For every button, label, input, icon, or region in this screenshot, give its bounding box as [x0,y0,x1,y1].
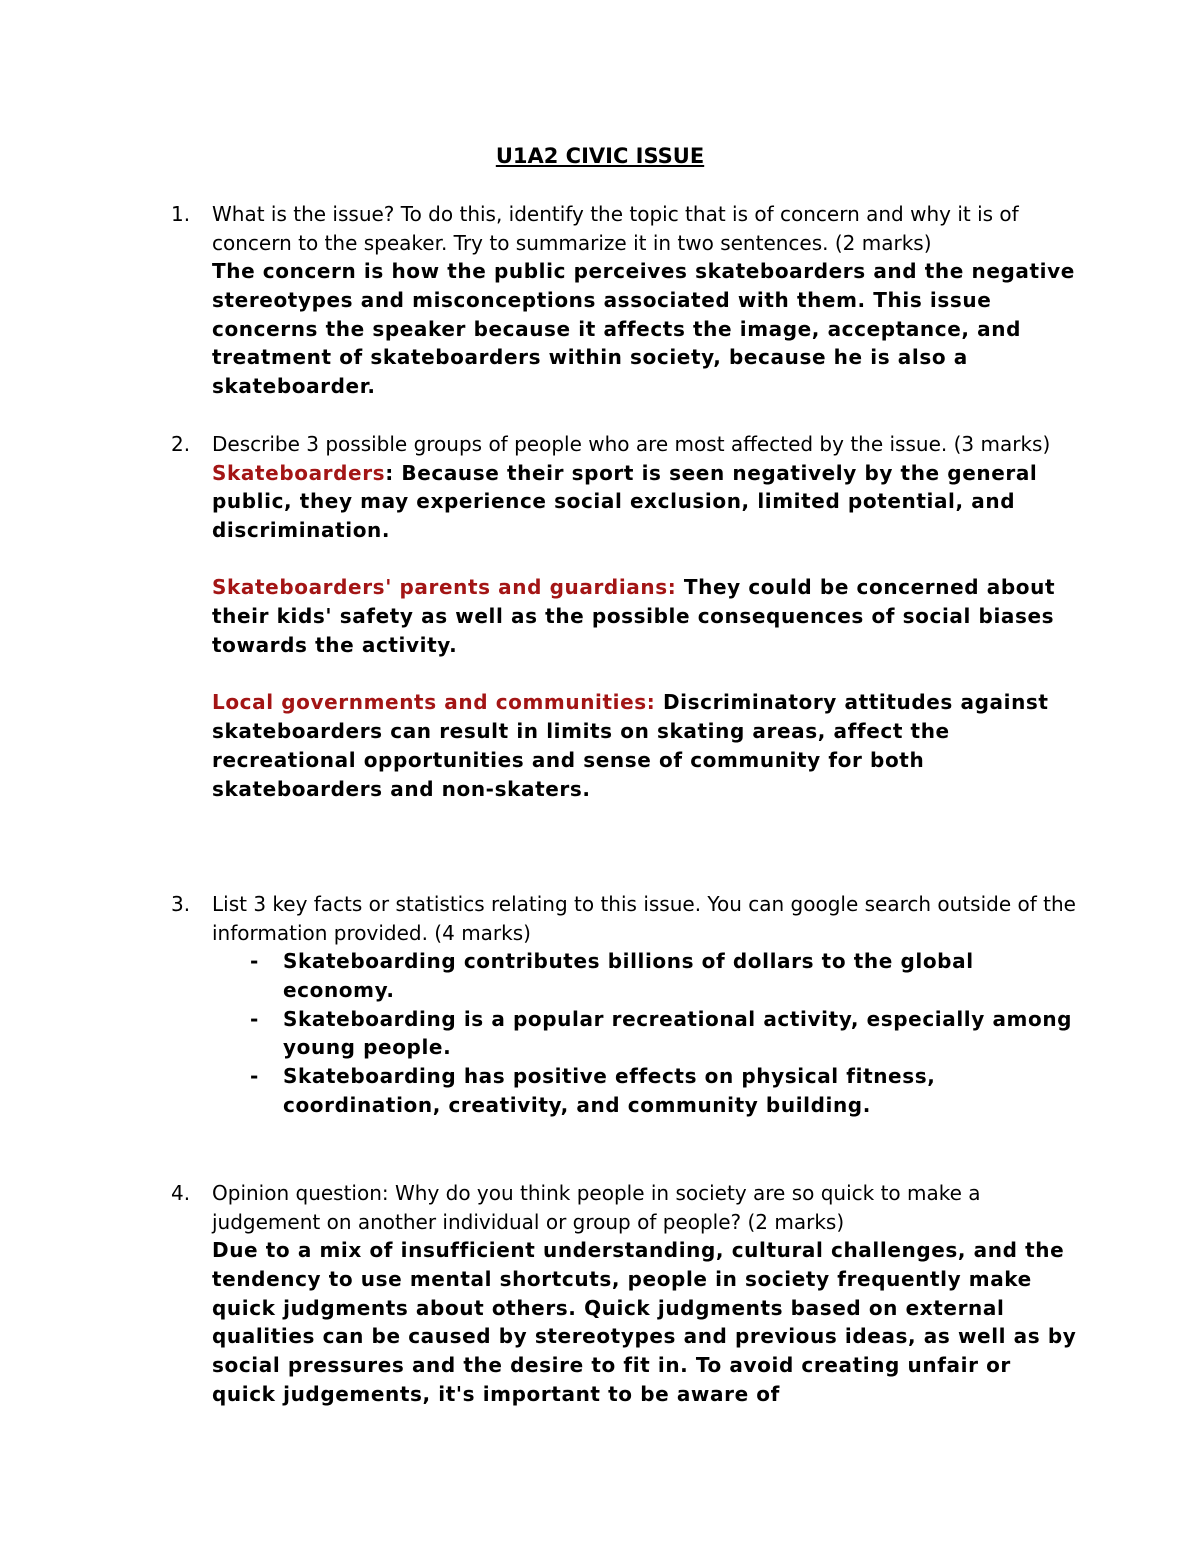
affected-group-skateboarders [212,459,1082,545]
list-item [212,1062,1082,1120]
question-prompt: What is the issue? To do this, identify the topic that is of concern and why it is of concern to the speaker. Try to summarize it in two sentences. (2 marks) [212,202,1019,255]
group-description: They could be concerned about their kids' safety as well as the possible consequences of social biases towards the activity. [212,575,1056,658]
dash-bullet: - [250,1064,259,1089]
question-prompt: List 3 key facts or statistics relating to this issue. You can google search outside of the information provided. (4 marks) [212,892,1076,945]
fact-text: Skateboarding is a popular recreational activity, especially among young people. [283,1006,1073,1060]
question-body [212,200,1082,401]
question-number: 3. [171,892,191,916]
group-label: Skateboarders [212,460,386,485]
group-colon: : [385,460,394,485]
question-number: 1. [171,202,191,226]
document-title: U1A2 CIVIC ISSUE [495,144,705,168]
question-answer: Due to a mix of insufficient understanding, cultural challenges, and the tendency to use mental shortcuts, people in society frequently make quick judgments about others. Quick judgments based on external qualities can be caused by stereotypes and previous ideas, as well as by social pressures and the desire to fit in. To avoid creating unfair or quick judgements, it's important to be aware of [212,1238,1077,1406]
question-body [212,1179,1082,1409]
group-description: Discriminatory attitudes against skateboarders can result in limits on skating areas, affect the recreational opportunities and sense of community for both skateboarders and non-skaters. [212,690,1049,801]
question-prompt: Opinion question: Why do you think people in society are so quick to make a judgement on another individual or group of people? (2 marks) [212,1181,981,1234]
question-number: 4. [171,1181,191,1205]
dash-bullet: - [250,1006,259,1031]
list-item [212,947,1082,1005]
group-label: Skateboarders' parents and guardians: [212,575,677,600]
question-number: 2. [171,432,191,456]
fact-text: Skateboarding has positive effects on physical fitness, coordination, creativity, and community building. [283,1064,936,1117]
group-label: Local governments and communities: [212,690,656,715]
group-description: Because their sport is seen negatively by the general public, they may experience social exclusion, limited potential, and discrimination. [212,460,1038,543]
dash-bullet: - [250,949,259,973]
question-body [212,890,1082,1120]
fact-text: Skateboarding contributes billions of dollars to the global economy. [283,949,974,1002]
list-item [212,1005,1082,1063]
facts-list [212,947,1082,1120]
paragraph-gap [212,545,1082,574]
affected-group-governments [212,688,1082,803]
question-body [212,430,1082,804]
affected-group-parents [212,573,1082,659]
question-answer: The concern is how the public perceives skateboarders and the negative stereotypes and misconceptions associated with them. This issue concerns the speaker because it affects the image, acceptance, and treatment of skateboarders within society, because he is also a skateboarder. [212,259,1075,399]
question-prompt: Describe 3 possible groups of people who are most affected by the issue. (3 marks) [212,432,1051,456]
paragraph-gap [212,660,1082,689]
